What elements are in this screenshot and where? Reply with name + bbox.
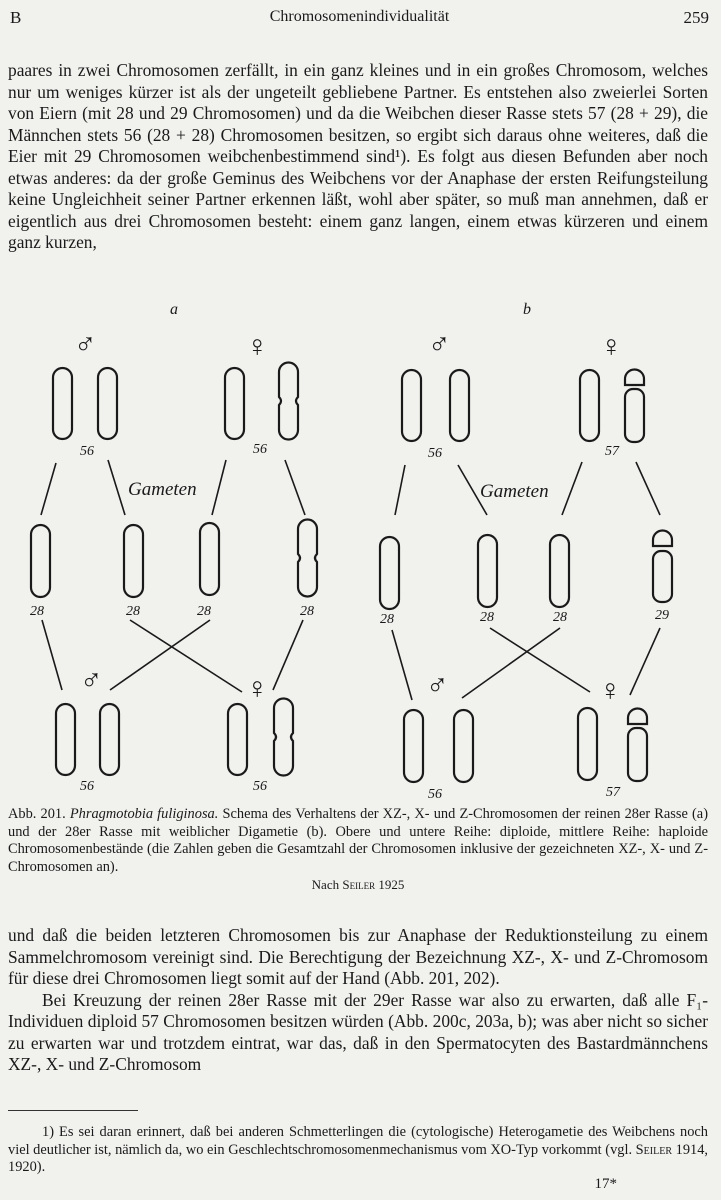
body-paragraph-2: und daß die beiden letzteren Chromosomen bis zur Anaphase der Reduktionsteilung zu einem Sammelchromosom vereinigt sind. Die Berechtigung der Bezeichnung XZ-, X- und Z-Chromosom für diese drei Chromosomen liegt somit auf der Hand (Abb. 201, 202). Bei Kreuzung der reinen 28er Rasse mit der 29er Rasse war also zu erwarten, daß alle F₁-Individuen diploid 57 Chromosomen besitzen würden (Abb. 200c, 203a, b); was aber nicht so sicher zu erwarten war und trotzdem eintrat, war das, daß in den Spermatocyten des Bastardmännchens XZ-, X- und Z-Chromosom [8,925,708,1074]
b-mid-chromosomes [380,531,672,610]
a-mid-count-1: 28 [30,604,44,619]
b-mid-count-4: 29 [655,608,669,623]
male-symbol-icon: ♂ [74,328,97,361]
b-bottom-left-count: 56 [428,787,442,800]
footnote: 1) Es sei daran erinnert, daß bei anderen Schmetterlingen die (cytologische) Heterogametie des Weibchens noch viel deutlicher ist, nämlich da, wo ein Geschlechtschromosomenmechanismus vom XO-Typ vorkommt (vgl. Seiler 1914, 1920). [8,1124,709,1176]
female-symbol-icon: ♀ [246,672,269,705]
male-symbol-icon: ♂ [80,664,103,697]
b-top-left-count: 56 [428,446,442,461]
male-symbol-icon: ♂ [428,328,451,361]
a-mid-count-3: 28 [197,604,211,619]
footnote-divider [8,1110,138,1111]
gameten-label-b: Gameten [480,481,549,502]
a-bottom-right-count: 56 [253,779,267,794]
a-bottom-chromosomes [56,699,293,776]
a-top-left-count: 56 [80,444,94,459]
female-symbol-icon: ♀ [600,330,623,363]
a-mid-count-4: 28 [300,604,314,619]
b-mid-count-3: 28 [553,610,567,625]
caption-abb: Abb. 201. [8,806,66,822]
b-top-right-count: 57 [605,444,619,459]
a-bottom-left-count: 56 [80,779,94,794]
chromosome-figure [0,290,721,800]
body-paragraph-1: paares in zwei Chromosomen zerfällt, in ein ganz kleines und in ein großes Chromosom, welches nur um weniges kürzer ist als der ungeteilt gebliebene Partner. Es entstehen also zweierlei Sorten von Eiern (mit 28 und 29 Chromosomen) und da die Weibchen dieser Rasse stets 57 (28 + 29), die Männchen stets 56 (28 + 28) Chromosomen besitzen, so ergibt sich daraus ohne weiteres, daß die Eier mit 29 Chromosomen weibchenbestimmend sind¹). Es folgt aus diesen Befunden aber noch etwas anderes: da der große Geminus des Weibchens vor der Anaphase der ersten Reifungsteilung keine Ungleichheit seiner Partner erkennen läßt, wohl aber später, so muß man annehmen, daß er eigentlich aus drei Chromosomen besteht: einem ganz langen, einem etwas kürzeren und einem ganz kurzen, [8,60,708,252]
female-symbol-icon: ♀ [599,674,622,707]
a-mid-chromosomes [31,520,317,597]
signature-mark: 17* [594,1176,617,1192]
a-top-right-count: 56 [253,442,267,457]
header-letter: B [10,8,22,27]
gameten-label-a: Gameten [128,479,197,500]
female-symbol-icon: ♀ [246,330,269,363]
b-bottom-chromosomes [404,708,647,782]
male-symbol-icon: ♂ [426,669,449,702]
b-mid-count-1: 28 [380,612,394,627]
caption-species: Phragmotobia fuliginosa. [69,806,219,822]
body-paragraph-3: Bei Kreuzung der reinen 28er Rasse mit der 29er Rasse war also zu erwarten, daß alle F₁-Individuen diploid 57 Chromosomen besitzen würden (Abb. 200c, 203a, b); was aber nicht so sicher zu erwarten war und trotzdem eintrat, war das, daß in den Spermatocyten des Bastardmännchens XZ-, X- und Z-Chromosom [8,989,708,1074]
page-number: 259 [683,8,709,27]
b-top-chromosomes [402,370,644,443]
b-bottom-right-count: 57 [606,785,620,800]
a-top-chromosomes [53,363,298,440]
b-mid-count-2: 28 [480,610,494,625]
panel-label-a: a [170,301,178,318]
running-header [10,8,709,32]
a-mid-count-2: 28 [126,604,140,619]
panel-label-b: b [523,301,531,318]
figure-caption [8,806,708,894]
caption-source: Nach Seiler 1925 [311,877,405,893]
caption-text: Schema des Verhaltens der XZ-, X- und Z-Chromosomen der reinen 28er Rasse (a) und der 28er Rasse mit weiblicher Digametie (b). Obere und untere Reihe: diploide, mittlere Reihe: haploide Chromosomenbestände (die Zahlen geben die Gesamtzahl der Chromosomen inklusive der gezeichneten XZ-, X- und Z-Chromosomen an). [8,806,708,875]
header-title: Chromosomenindividualität [269,8,450,25]
